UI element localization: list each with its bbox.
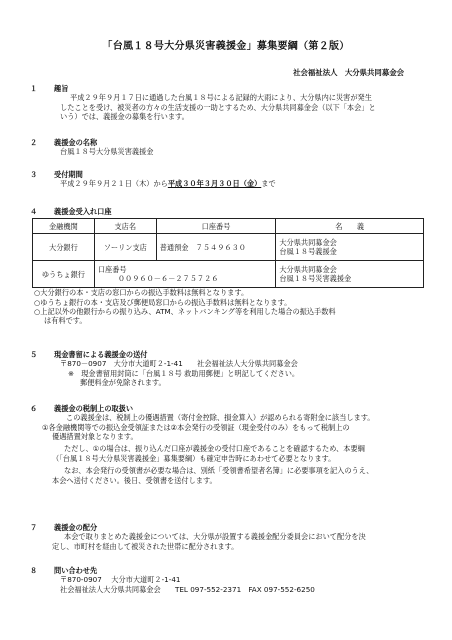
section-title: 現金書留による義援金の送付	[54, 350, 148, 359]
tax-paragraph: ①各金融機関等での振込金受領証または②本会発行の受領証（現金受付のみ）をもって税制上の	[42, 422, 350, 432]
table-header-row	[33, 219, 424, 234]
account-holder	[276, 261, 424, 288]
section-number: ２	[30, 138, 38, 147]
holder-line: 大分県共同募金会	[279, 265, 337, 274]
section-heading	[30, 170, 426, 179]
column-header: 金融機関	[33, 219, 95, 234]
mail-address: 〒870－0907 大分市大道町２-1-41 社会福祉法人大分県共同募金会	[60, 359, 298, 369]
section-heading	[30, 350, 426, 359]
period-start: 平成２９年９月２１日（木）から	[60, 179, 168, 189]
section-number: ６	[30, 404, 38, 413]
account-label: 口座番号	[97, 265, 127, 274]
section-number: ４	[30, 207, 38, 216]
column-header: 名 義	[276, 219, 424, 234]
account-notes	[30, 288, 426, 325]
section-heading	[30, 404, 426, 413]
accounts-table	[32, 218, 424, 288]
section-heading	[30, 84, 426, 93]
section-title: 義援金の配分	[54, 523, 98, 532]
period-end-date: 平成３０年３月３０日（金）	[167, 179, 262, 189]
section-heading	[30, 523, 426, 532]
document-title: 「台風１８号大分県災害義援金」募集要綱（第２版）	[102, 41, 350, 52]
account-value: ００９６０－６－２７５７２６	[117, 274, 219, 284]
section-purpose	[30, 84, 426, 121]
purpose-line: いう）では、義援金の募集を行います。	[60, 112, 189, 122]
purpose-line: 平成２９年９月１７日に通過した台風１８号による記録的大雨により、大分県内に災害が発生	[70, 93, 372, 103]
tax-paragraph: ただし、①の場合は、振り込んだ口座が義援金の受付口座であることを確認するため、本要綱	[64, 444, 365, 454]
bank-name: ゆうちょ銀行	[33, 261, 95, 288]
holder-line: 台風１８号義援金	[279, 247, 337, 257]
holder-line: 台風１８号災害義援金	[279, 274, 352, 284]
tax-paragraph: この義援金は、税制上の優遇措置（寄付金控除、損金算入）が認められる寄附金に該当します。	[66, 413, 375, 423]
section-heading	[30, 207, 426, 216]
section-distribution	[30, 523, 426, 551]
holder-line: 大分県共同募金会	[279, 238, 337, 247]
section-title: 問い合わせ先	[54, 566, 98, 575]
section-heading	[30, 566, 426, 575]
section-tax	[30, 404, 426, 485]
tax-paragraph: なお、本会発行の受領書が必要な場合は、別紙「受領書希望者名簿」に必要事項を記入のうえ、	[64, 466, 374, 476]
mail-note: ※ 現金書留用封筒に「台風１８号 救助用郵便」と明記してください。	[68, 368, 300, 378]
section-title: 受付期間	[54, 170, 83, 179]
account-holder	[276, 234, 424, 261]
distribution-line: 本会で取りまとめた義援金については、大分県が設置する義援金配分委員会において配分を決	[64, 532, 366, 542]
section-title: 義援金の名称	[54, 138, 98, 147]
section-title: 趣旨	[54, 84, 69, 93]
section-heading	[30, 138, 426, 147]
section-contact	[30, 566, 426, 594]
purpose-line: したことを受け、被災者の方々の生活支援の一助とするため、大分県共同募金会（以下「本会」と	[60, 102, 376, 112]
section-title: 義援金受入れ口座	[54, 207, 112, 216]
section-title: 義援金の税制上の取扱い	[54, 404, 134, 413]
distribution-line: 定し、市町村を経由して被災された世帯に配分されます。	[52, 541, 239, 551]
section-period	[30, 170, 426, 189]
tax-paragraph: 本会へ送付ください。後日、受領書を送付します。	[52, 475, 217, 485]
section-number: １	[30, 84, 38, 93]
note-line: は有料です。	[44, 316, 87, 326]
section-number: ５	[30, 350, 38, 359]
period-suffix: まで	[261, 179, 276, 189]
branch-name: ソーリン支店	[94, 234, 156, 261]
mail-note: 郵便料金が免除されます。	[80, 378, 166, 388]
contact-address: 〒870-0907 大分市大道町２-1-41	[60, 575, 181, 585]
period-line	[30, 179, 426, 188]
table-row	[33, 261, 424, 288]
note-line: ○大分銀行の本・支店の窓口からの振込手数料は無料となります。	[34, 288, 249, 298]
tax-paragraph: 優遇措置対象となります。	[52, 432, 138, 442]
note-line: ○上記以外の他銀行からの振り込み、ATM、ネットバンキング等を利用した場合の振込手数料	[34, 307, 336, 317]
section-fund-name	[30, 138, 426, 157]
organizer-name: 社会福祉法人 大分県共同募金会	[293, 68, 404, 77]
table-row	[33, 234, 424, 261]
section-number: ３	[30, 170, 38, 179]
note-line: ○ゆうちょ銀行の本・支店及び郵便局窓口からの振込手数料は無料となります。	[34, 297, 292, 307]
contact-phone: 社会福祉法人大分県共同募金会 TEL 097-552-2371 FAX 097-552-6250	[60, 584, 315, 594]
section-accounts	[30, 207, 426, 326]
bank-name: 大分銀行	[33, 234, 95, 261]
fund-name: 台風１８号大分県災害義援金	[60, 147, 154, 157]
section-registered-mail	[30, 350, 426, 387]
section-number: ７	[30, 523, 38, 532]
account-number	[94, 261, 276, 288]
column-header: 口座番号	[156, 219, 276, 234]
column-header: 支店名	[94, 219, 156, 234]
tax-paragraph: （「台風１８号大分県災害義援金」募集要綱）も確定申告時にあわせて必要となります。	[52, 453, 336, 463]
section-number: ８	[30, 566, 38, 575]
account-number: 普通預金 ７５４９６３０	[156, 234, 276, 261]
